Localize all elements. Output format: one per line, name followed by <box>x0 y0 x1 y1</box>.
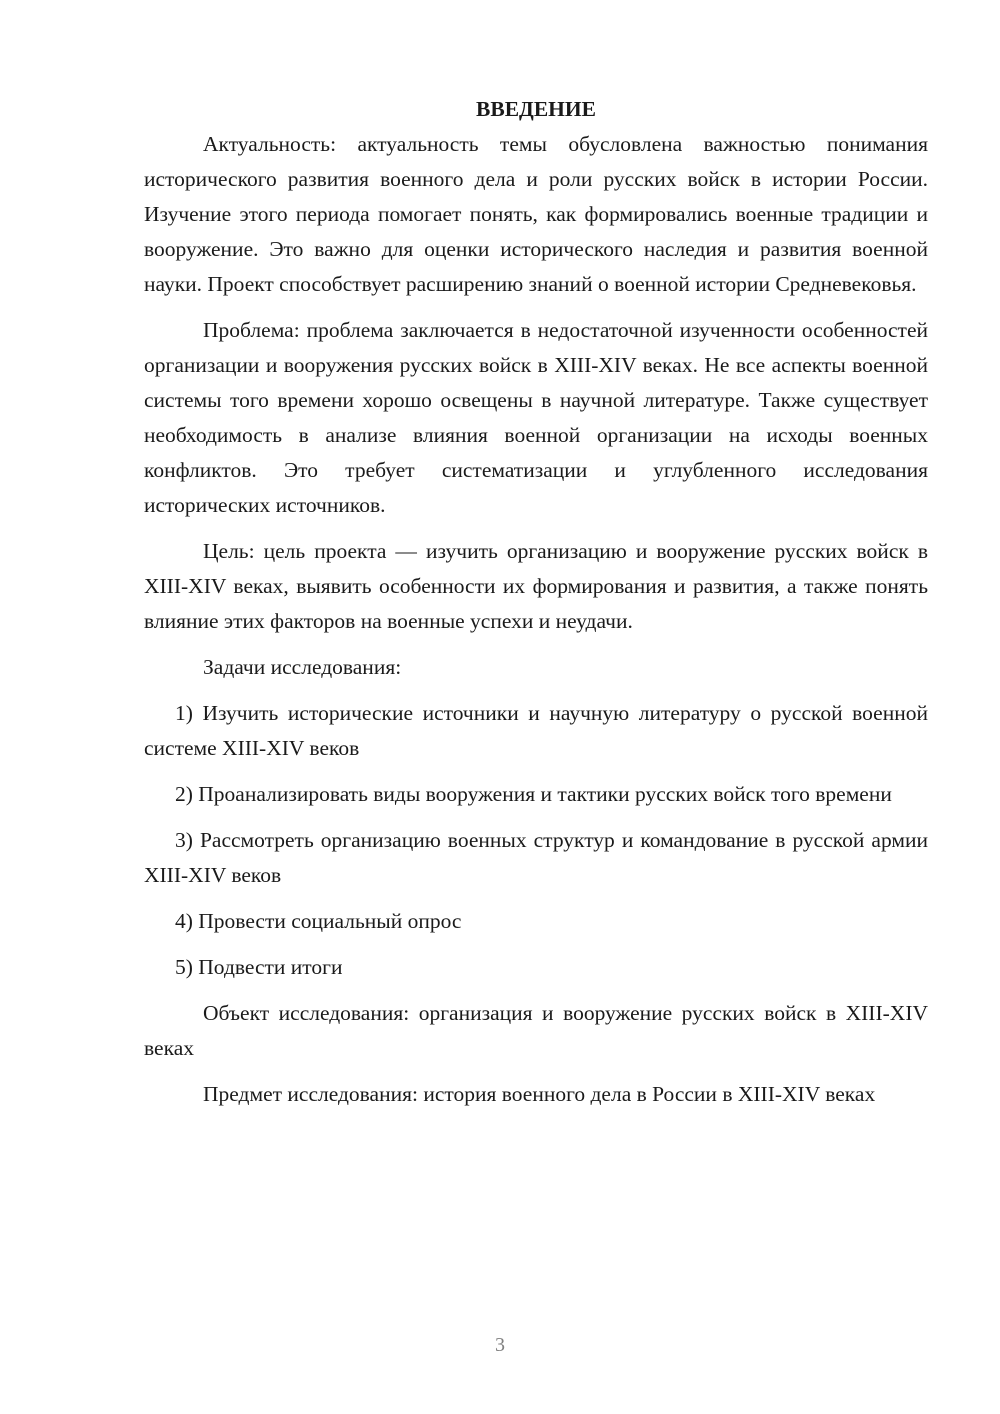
research-subject-paragraph: Предмет исследования: история военного дела в России в XIII-XIV веках <box>203 1082 876 1106</box>
research-object-paragraph: Объект исследования: организация и вооружение русских войск в XIII-XIV веках <box>144 1001 928 1060</box>
problem-paragraph: Проблема: проблема заключается в недостаточной изученности особенностей организации и вооружения русских войск в XIII-XIV веках. Не все аспекты военной системы того времени хорошо освещены в научной литературе. Также существует необходимость в анализе влияния военной организации на исходы военных конфликтов. Это требует систематизации и углубленного исследования исторических источников. <box>144 318 928 517</box>
task-item-4: 4) Провести социальный опрос <box>175 909 462 933</box>
task-item-5: 5) Подвести итоги <box>175 955 343 979</box>
goal-paragraph: Цель: цель проекта — изучить организацию и вооружение русских войск в XIII-XIV веках, выявить особенности их формирования и развития, а также понять влияние этих факторов на военные успехи и неудачи. <box>144 539 928 633</box>
page-number: 3 <box>495 1334 505 1356</box>
section-title: ВВЕДЕНИЕ <box>476 97 596 121</box>
page-content <box>144 92 928 1123</box>
task-item-1: 1) Изучить исторические источники и научную литературу о русской военной системе XIII-XIV веков <box>144 701 928 760</box>
task-item-2: 2) Проанализировать виды вооружения и тактики русских войск того времени <box>175 782 892 806</box>
task-item-3: 3) Рассмотреть организацию военных структур и командование в русской армии XIII-XIV веков <box>144 828 928 887</box>
relevance-paragraph: Актуальность: актуальность темы обусловлена важностью понимания исторического развития военного дела и роли русских войск в истории России. Изучение этого периода помогает понять, как формировались военные традиции и вооружение. Это важно для оценки исторического наследия и развития военной науки. Проект способствует расширению знаний о военной истории Средневековья. <box>144 132 928 296</box>
tasks-heading: Задачи исследования: <box>203 655 402 679</box>
